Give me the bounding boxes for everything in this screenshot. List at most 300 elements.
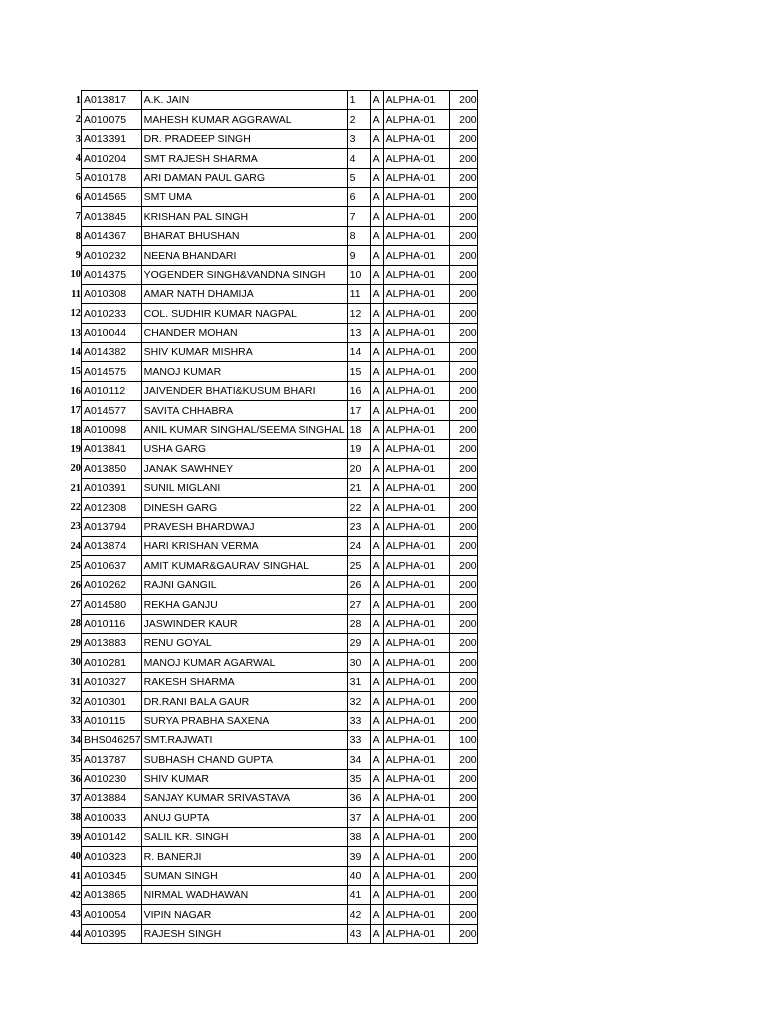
folio-code-cell: A014577 bbox=[82, 401, 142, 420]
group-cell: A bbox=[370, 692, 383, 711]
holder-name-cell: JAIVENDER BHATI&KUSUM BHARI bbox=[141, 381, 347, 400]
folio-code-cell: A010233 bbox=[82, 304, 142, 323]
table-row bbox=[62, 556, 477, 575]
table-row bbox=[62, 750, 477, 769]
serial-number-cell: 23 bbox=[347, 517, 370, 536]
series-cell: ALPHA-01 bbox=[383, 769, 449, 788]
serial-number-cell: 11 bbox=[347, 284, 370, 303]
series-cell: ALPHA-01 bbox=[383, 498, 449, 517]
group-cell: A bbox=[370, 575, 383, 594]
table-row bbox=[62, 789, 477, 808]
holder-name-cell: JANAK SAWHNEY bbox=[141, 459, 347, 478]
table-row bbox=[62, 91, 477, 110]
table-row bbox=[62, 129, 477, 148]
table-row bbox=[62, 187, 477, 206]
series-cell: ALPHA-01 bbox=[383, 246, 449, 265]
serial-number-cell: 42 bbox=[347, 905, 370, 924]
holder-name-cell: BHARAT BHUSHAN bbox=[141, 226, 347, 245]
holder-name-cell: ANUJ GUPTA bbox=[141, 808, 347, 827]
series-cell: ALPHA-01 bbox=[383, 207, 449, 226]
quantity-cell: 200 bbox=[449, 343, 477, 362]
serial-number-cell: 6 bbox=[347, 187, 370, 206]
group-cell: A bbox=[370, 750, 383, 769]
series-cell: ALPHA-01 bbox=[383, 536, 449, 555]
series-cell: ALPHA-01 bbox=[383, 323, 449, 342]
group-cell: A bbox=[370, 91, 383, 110]
quantity-cell: 200 bbox=[449, 595, 477, 614]
holder-name-cell: SURYA PRABHA SAXENA bbox=[141, 711, 347, 730]
group-cell: A bbox=[370, 614, 383, 633]
group-cell: A bbox=[370, 847, 383, 866]
folio-code-cell: A013391 bbox=[82, 129, 142, 148]
row-number: 1 bbox=[75, 94, 81, 106]
row-number: 28 bbox=[70, 618, 81, 630]
group-cell: A bbox=[370, 459, 383, 478]
holder-name-cell: RAJNI GANGIL bbox=[141, 575, 347, 594]
quantity-cell: 200 bbox=[449, 187, 477, 206]
row-number: 16 bbox=[70, 385, 81, 397]
quantity-cell: 200 bbox=[449, 633, 477, 652]
folio-code-cell: A012308 bbox=[82, 498, 142, 517]
serial-number-cell: 35 bbox=[347, 769, 370, 788]
row-number: 20 bbox=[70, 463, 81, 475]
folio-code-cell: A010112 bbox=[82, 381, 142, 400]
folio-code-cell: A010395 bbox=[82, 924, 142, 943]
table-row bbox=[62, 440, 477, 459]
group-cell: A bbox=[370, 420, 383, 439]
series-cell: ALPHA-01 bbox=[383, 187, 449, 206]
holder-name-cell: NEENA BHANDARI bbox=[141, 246, 347, 265]
quantity-cell: 200 bbox=[449, 672, 477, 691]
serial-number-cell: 21 bbox=[347, 478, 370, 497]
serial-number-cell: 41 bbox=[347, 886, 370, 905]
folio-code-cell: BHS046257 bbox=[82, 730, 142, 749]
folio-code-cell: A014565 bbox=[82, 187, 142, 206]
serial-number-cell: 14 bbox=[347, 343, 370, 362]
table-row bbox=[62, 653, 477, 672]
folio-code-cell: A014580 bbox=[82, 595, 142, 614]
serial-number-cell: 34 bbox=[347, 750, 370, 769]
quantity-cell: 200 bbox=[449, 827, 477, 846]
folio-code-cell: A014382 bbox=[82, 343, 142, 362]
group-cell: A bbox=[370, 633, 383, 652]
table-row bbox=[62, 420, 477, 439]
row-number: 17 bbox=[70, 405, 81, 417]
holder-name-cell: USHA GARG bbox=[141, 440, 347, 459]
table-row bbox=[62, 633, 477, 652]
row-number: 32 bbox=[70, 696, 81, 707]
series-cell: ALPHA-01 bbox=[383, 226, 449, 245]
holder-name-cell: MANOJ KUMAR AGARWAL bbox=[141, 653, 347, 672]
group-cell: A bbox=[370, 207, 383, 226]
holder-name-cell: KRISHAN PAL SINGH bbox=[141, 207, 347, 226]
serial-number-cell: 19 bbox=[347, 440, 370, 459]
group-cell: A bbox=[370, 789, 383, 808]
row-number: 5 bbox=[75, 172, 81, 184]
group-cell: A bbox=[370, 110, 383, 129]
table-row bbox=[62, 924, 477, 943]
quantity-cell: 200 bbox=[449, 769, 477, 788]
table-row bbox=[62, 343, 477, 362]
row-number: 13 bbox=[70, 327, 81, 339]
table-row bbox=[62, 808, 477, 827]
row-number: 3 bbox=[75, 133, 81, 145]
folio-code-cell: A010115 bbox=[82, 711, 142, 730]
holder-name-cell: SMT UMA bbox=[141, 187, 347, 206]
quantity-cell: 200 bbox=[449, 692, 477, 711]
folio-code-cell: A010033 bbox=[82, 808, 142, 827]
row-number: 27 bbox=[70, 599, 81, 611]
table-row bbox=[62, 110, 477, 129]
series-cell: ALPHA-01 bbox=[383, 653, 449, 672]
series-cell: ALPHA-01 bbox=[383, 420, 449, 439]
group-cell: A bbox=[370, 866, 383, 885]
table-row bbox=[62, 827, 477, 846]
quantity-cell: 200 bbox=[449, 381, 477, 400]
series-cell: ALPHA-01 bbox=[383, 459, 449, 478]
folio-code-cell: A013883 bbox=[82, 633, 142, 652]
group-cell: A bbox=[370, 265, 383, 284]
table-body bbox=[62, 91, 477, 944]
holder-name-cell: JASWINDER KAUR bbox=[141, 614, 347, 633]
row-number: 12 bbox=[70, 308, 81, 320]
group-cell: A bbox=[370, 304, 383, 323]
serial-number-cell: 33 bbox=[347, 730, 370, 749]
quantity-cell: 200 bbox=[449, 149, 477, 168]
table-row bbox=[62, 149, 477, 168]
serial-number-cell: 22 bbox=[347, 498, 370, 517]
series-cell: ALPHA-01 bbox=[383, 478, 449, 497]
series-cell: ALPHA-01 bbox=[383, 304, 449, 323]
folio-code-cell: A013794 bbox=[82, 517, 142, 536]
holder-name-cell: SUNIL MIGLANI bbox=[141, 478, 347, 497]
quantity-cell: 200 bbox=[449, 614, 477, 633]
row-number: 6 bbox=[75, 191, 81, 203]
holder-name-cell: DR.RANI BALA GAUR bbox=[141, 692, 347, 711]
holder-name-cell: COL. SUDHIR KUMAR NAGPAL bbox=[141, 304, 347, 323]
group-cell: A bbox=[370, 498, 383, 517]
holder-name-cell: RENU GOYAL bbox=[141, 633, 347, 652]
series-cell: ALPHA-01 bbox=[383, 401, 449, 420]
serial-number-cell: 17 bbox=[347, 401, 370, 420]
serial-number-cell: 16 bbox=[347, 381, 370, 400]
folio-code-cell: A010262 bbox=[82, 575, 142, 594]
table-row bbox=[62, 847, 477, 866]
serial-number-cell: 40 bbox=[347, 866, 370, 885]
row-number: 26 bbox=[70, 579, 81, 591]
folio-code-cell: A010327 bbox=[82, 672, 142, 691]
table-row bbox=[62, 536, 477, 555]
group-cell: A bbox=[370, 595, 383, 614]
table-row bbox=[62, 168, 477, 187]
holder-name-cell: YOGENDER SINGH&VANDNA SINGH bbox=[141, 265, 347, 284]
holder-name-cell: ANIL KUMAR SINGHAL/SEEMA SINGHAL bbox=[141, 420, 347, 439]
row-number: 2 bbox=[75, 114, 81, 126]
quantity-cell: 200 bbox=[449, 478, 477, 497]
table-row bbox=[62, 866, 477, 885]
quantity-cell: 200 bbox=[449, 246, 477, 265]
table-row bbox=[62, 284, 477, 303]
series-cell: ALPHA-01 bbox=[383, 91, 449, 110]
row-number: 11 bbox=[71, 288, 81, 300]
series-cell: ALPHA-01 bbox=[383, 692, 449, 711]
folio-code-cell: A013787 bbox=[82, 750, 142, 769]
row-number: 14 bbox=[70, 346, 81, 358]
quantity-cell: 200 bbox=[449, 440, 477, 459]
series-cell: ALPHA-01 bbox=[383, 866, 449, 885]
table-row bbox=[62, 614, 477, 633]
table-row bbox=[62, 478, 477, 497]
serial-number-cell: 13 bbox=[347, 323, 370, 342]
quantity-cell: 200 bbox=[449, 556, 477, 575]
quantity-cell: 200 bbox=[449, 924, 477, 943]
group-cell: A bbox=[370, 362, 383, 381]
series-cell: ALPHA-01 bbox=[383, 517, 449, 536]
folio-code-cell: A010142 bbox=[82, 827, 142, 846]
folio-code-cell: A010054 bbox=[82, 905, 142, 924]
table-row bbox=[62, 498, 477, 517]
serial-number-cell: 5 bbox=[347, 168, 370, 187]
series-cell: ALPHA-01 bbox=[383, 633, 449, 652]
serial-number-cell: 39 bbox=[347, 847, 370, 866]
row-number: 33 bbox=[70, 715, 81, 727]
serial-number-cell: 31 bbox=[347, 672, 370, 691]
folio-code-cell: A010323 bbox=[82, 847, 142, 866]
serial-number-cell: 26 bbox=[347, 575, 370, 594]
serial-number-cell: 18 bbox=[347, 420, 370, 439]
table-row bbox=[62, 595, 477, 614]
series-cell: ALPHA-01 bbox=[383, 556, 449, 575]
holder-name-cell: A.K. JAIN bbox=[141, 91, 347, 110]
quantity-cell: 200 bbox=[449, 304, 477, 323]
row-number: 41 bbox=[70, 870, 81, 882]
holder-name-cell: RAJESH SINGH bbox=[141, 924, 347, 943]
holder-name-cell: AMIT KUMAR&GAURAV SINGHAL bbox=[141, 556, 347, 575]
table-row bbox=[62, 246, 477, 265]
quantity-cell: 200 bbox=[449, 750, 477, 769]
series-cell: ALPHA-01 bbox=[383, 168, 449, 187]
group-cell: A bbox=[370, 556, 383, 575]
group-cell: A bbox=[370, 149, 383, 168]
series-cell: ALPHA-01 bbox=[383, 149, 449, 168]
folio-code-cell: A010301 bbox=[82, 692, 142, 711]
holder-name-cell: SUMAN SINGH bbox=[141, 866, 347, 885]
row-number: 23 bbox=[70, 521, 81, 533]
series-cell: ALPHA-01 bbox=[383, 614, 449, 633]
row-number: 21 bbox=[70, 482, 81, 494]
quantity-cell: 200 bbox=[449, 575, 477, 594]
table-row bbox=[62, 362, 477, 381]
quantity-cell: 200 bbox=[449, 284, 477, 303]
row-number: 8 bbox=[75, 230, 81, 242]
group-cell: A bbox=[370, 246, 383, 265]
holder-name-cell: SHIV KUMAR MISHRA bbox=[141, 343, 347, 362]
series-cell: ALPHA-01 bbox=[383, 924, 449, 943]
series-cell: ALPHA-01 bbox=[383, 440, 449, 459]
quantity-cell: 200 bbox=[449, 653, 477, 672]
row-number: 9 bbox=[75, 250, 81, 262]
table-row bbox=[62, 401, 477, 420]
row-number: 44 bbox=[70, 928, 81, 940]
group-cell: A bbox=[370, 129, 383, 148]
row-number: 38 bbox=[70, 812, 81, 824]
serial-number-cell: 25 bbox=[347, 556, 370, 575]
folio-code-cell: A010230 bbox=[82, 769, 142, 788]
holder-name-cell: SALIL KR. SINGH bbox=[141, 827, 347, 846]
serial-number-cell: 37 bbox=[347, 808, 370, 827]
serial-number-cell: 1 bbox=[347, 91, 370, 110]
quantity-cell: 200 bbox=[449, 265, 477, 284]
holder-name-cell: SMT RAJESH SHARMA bbox=[141, 149, 347, 168]
serial-number-cell: 28 bbox=[347, 614, 370, 633]
group-cell: A bbox=[370, 730, 383, 749]
serial-number-cell: 15 bbox=[347, 362, 370, 381]
series-cell: ALPHA-01 bbox=[383, 905, 449, 924]
table-row bbox=[62, 304, 477, 323]
row-number: 10 bbox=[70, 269, 81, 281]
quantity-cell: 200 bbox=[449, 517, 477, 536]
serial-number-cell: 33 bbox=[347, 711, 370, 730]
table-row bbox=[62, 575, 477, 594]
folio-code-cell: A010204 bbox=[82, 149, 142, 168]
serial-number-cell: 30 bbox=[347, 653, 370, 672]
row-number: 22 bbox=[70, 502, 81, 514]
serial-number-cell: 8 bbox=[347, 226, 370, 245]
quantity-cell: 200 bbox=[449, 459, 477, 478]
group-cell: A bbox=[370, 284, 383, 303]
holder-name-cell: SHIV KUMAR bbox=[141, 769, 347, 788]
quantity-cell: 200 bbox=[449, 226, 477, 245]
group-cell: A bbox=[370, 440, 383, 459]
folio-code-cell: A013850 bbox=[82, 459, 142, 478]
row-number: 25 bbox=[70, 560, 81, 572]
share-register-table bbox=[62, 90, 478, 944]
folio-code-cell: A010308 bbox=[82, 284, 142, 303]
table-row bbox=[62, 886, 477, 905]
serial-number-cell: 29 bbox=[347, 633, 370, 652]
holder-name-cell: AMAR NATH DHAMIJA bbox=[141, 284, 347, 303]
row-number: 35 bbox=[70, 754, 81, 766]
row-number: 37 bbox=[70, 792, 81, 804]
serial-number-cell: 2 bbox=[347, 110, 370, 129]
holder-name-cell: NIRMAL WADHAWAN bbox=[141, 886, 347, 905]
group-cell: A bbox=[370, 343, 383, 362]
series-cell: ALPHA-01 bbox=[383, 827, 449, 846]
table-row bbox=[62, 692, 477, 711]
serial-number-cell: 20 bbox=[347, 459, 370, 478]
folio-code-cell: A013817 bbox=[82, 91, 142, 110]
holder-name-cell: SUBHASH CHAND GUPTA bbox=[141, 750, 347, 769]
folio-code-cell: A013845 bbox=[82, 207, 142, 226]
quantity-cell: 200 bbox=[449, 110, 477, 129]
holder-name-cell: SAVITA CHHABRA bbox=[141, 401, 347, 420]
series-cell: ALPHA-01 bbox=[383, 789, 449, 808]
row-number: 31 bbox=[70, 676, 81, 688]
serial-number-cell: 7 bbox=[347, 207, 370, 226]
group-cell: A bbox=[370, 886, 383, 905]
row-number: 15 bbox=[70, 366, 81, 378]
serial-number-cell: 27 bbox=[347, 595, 370, 614]
serial-number-cell: 32 bbox=[347, 692, 370, 711]
holder-name-cell: REKHA GANJU bbox=[141, 595, 347, 614]
group-cell: A bbox=[370, 672, 383, 691]
holder-name-cell: DR. PRADEEP SINGH bbox=[141, 129, 347, 148]
quantity-cell: 200 bbox=[449, 808, 477, 827]
series-cell: ALPHA-01 bbox=[383, 129, 449, 148]
quantity-cell: 200 bbox=[449, 401, 477, 420]
group-cell: A bbox=[370, 168, 383, 187]
folio-code-cell: A010281 bbox=[82, 653, 142, 672]
group-cell: A bbox=[370, 905, 383, 924]
table-row bbox=[62, 730, 477, 749]
group-cell: A bbox=[370, 808, 383, 827]
series-cell: ALPHA-01 bbox=[383, 110, 449, 129]
holder-name-cell: ARI DAMAN PAUL GARG bbox=[141, 168, 347, 187]
table-row bbox=[62, 226, 477, 245]
folio-code-cell: A010075 bbox=[82, 110, 142, 129]
quantity-cell: 200 bbox=[449, 866, 477, 885]
holder-name-cell: CHANDER MOHAN bbox=[141, 323, 347, 342]
row-number: 30 bbox=[70, 657, 81, 669]
row-number: 18 bbox=[70, 424, 81, 436]
serial-number-cell: 9 bbox=[347, 246, 370, 265]
row-number: 36 bbox=[70, 773, 81, 785]
table-row bbox=[62, 323, 477, 342]
quantity-cell: 200 bbox=[449, 207, 477, 226]
group-cell: A bbox=[370, 187, 383, 206]
serial-number-cell: 38 bbox=[347, 827, 370, 846]
holder-name-cell: SANJAY KUMAR SRIVASTAVA bbox=[141, 789, 347, 808]
row-number: 39 bbox=[70, 831, 81, 843]
group-cell: A bbox=[370, 381, 383, 400]
series-cell: ALPHA-01 bbox=[383, 343, 449, 362]
holder-name-cell: SMT.RAJWATI bbox=[141, 730, 347, 749]
table-row bbox=[62, 769, 477, 788]
table-row bbox=[62, 207, 477, 226]
share-register-sheet bbox=[62, 90, 478, 944]
quantity-cell: 200 bbox=[449, 711, 477, 730]
row-number: 19 bbox=[70, 443, 81, 455]
quantity-cell: 200 bbox=[449, 420, 477, 439]
folio-code-cell: A010178 bbox=[82, 168, 142, 187]
group-cell: A bbox=[370, 478, 383, 497]
quantity-cell: 200 bbox=[449, 847, 477, 866]
series-cell: ALPHA-01 bbox=[383, 595, 449, 614]
holder-name-cell: PRAVESH BHARDWAJ bbox=[141, 517, 347, 536]
holder-name-cell: RAKESH SHARMA bbox=[141, 672, 347, 691]
folio-code-cell: A010044 bbox=[82, 323, 142, 342]
serial-number-cell: 10 bbox=[347, 265, 370, 284]
folio-code-cell: A010116 bbox=[82, 614, 142, 633]
holder-name-cell: R. BANERJI bbox=[141, 847, 347, 866]
series-cell: ALPHA-01 bbox=[383, 575, 449, 594]
series-cell: ALPHA-01 bbox=[383, 808, 449, 827]
group-cell: A bbox=[370, 827, 383, 846]
quantity-cell: 200 bbox=[449, 498, 477, 517]
folio-code-cell: A014375 bbox=[82, 265, 142, 284]
quantity-cell: 200 bbox=[449, 323, 477, 342]
series-cell: ALPHA-01 bbox=[383, 265, 449, 284]
quantity-cell: 200 bbox=[449, 91, 477, 110]
series-cell: ALPHA-01 bbox=[383, 886, 449, 905]
quantity-cell: 200 bbox=[449, 886, 477, 905]
table-row bbox=[62, 517, 477, 536]
group-cell: A bbox=[370, 323, 383, 342]
folio-code-cell: A013884 bbox=[82, 789, 142, 808]
group-cell: A bbox=[370, 769, 383, 788]
serial-number-cell: 36 bbox=[347, 789, 370, 808]
table-row bbox=[62, 265, 477, 284]
